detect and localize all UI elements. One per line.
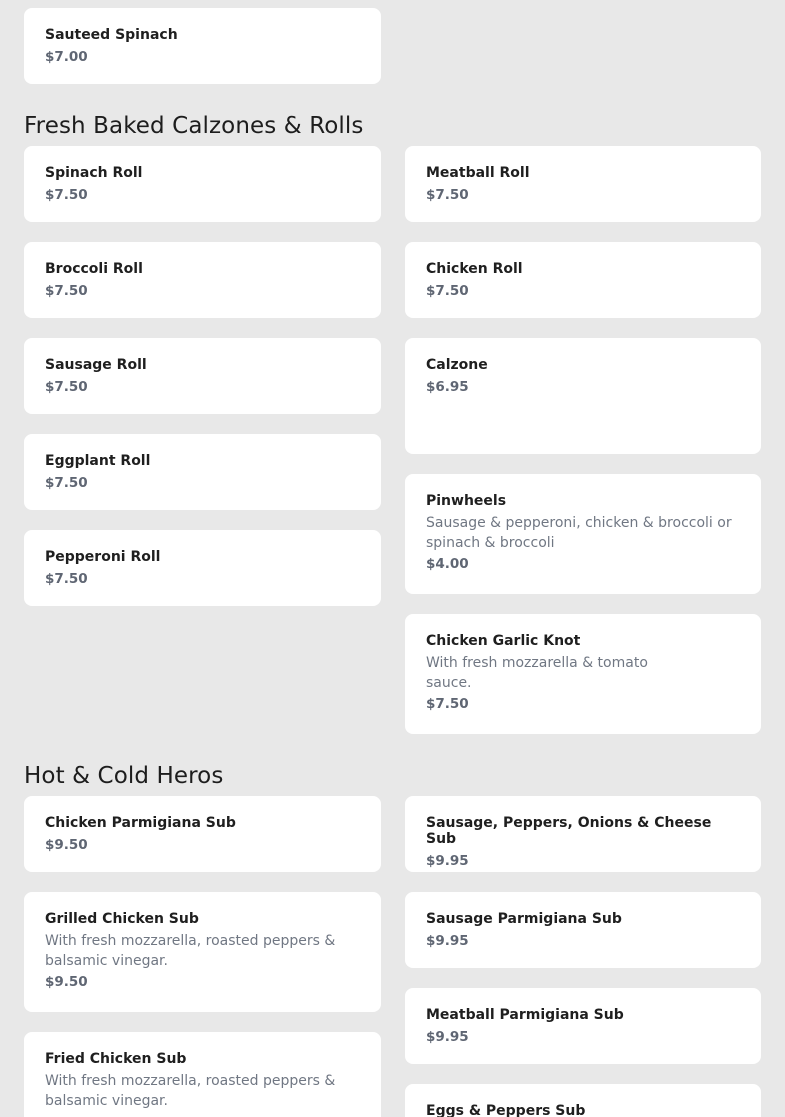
item-price: $9.50 <box>45 837 88 853</box>
item-price: $7.50 <box>45 379 88 395</box>
item-name: Chicken Garlic Knot <box>426 633 581 649</box>
item-description <box>45 931 360 971</box>
item-name: Eggplant Roll <box>45 453 151 469</box>
item-name: Sauteed Spinach <box>45 27 178 43</box>
item-description-line: spinach & broccoli <box>426 535 555 551</box>
item-name: Sausage, Peppers, Onions & Cheese Sub <box>426 815 712 847</box>
item-description-line: Sausage & pepperoni, chicken & broccoli or <box>426 515 732 531</box>
item-name: Grilled Chicken Sub <box>45 911 199 927</box>
item-price: $7.00 <box>45 49 88 65</box>
menu-item-card[interactable] <box>405 338 761 454</box>
item-price: $7.50 <box>45 283 88 299</box>
item-name: Broccoli Roll <box>45 261 143 277</box>
item-name: Calzone <box>426 357 488 373</box>
item-description <box>426 653 740 693</box>
item-name: Spinach Roll <box>45 165 143 181</box>
menu-item-card[interactable] <box>405 892 761 968</box>
menu-item-card[interactable] <box>405 614 761 734</box>
item-description-line: With fresh mozzarella, roasted peppers & <box>45 933 336 949</box>
item-description-line: With fresh mozzarella, roasted peppers & <box>45 1073 336 1089</box>
item-price: $7.50 <box>45 571 88 587</box>
menu-item-card[interactable] <box>24 434 381 510</box>
item-description-line: balsamic vinegar. <box>45 953 168 969</box>
menu-item-card[interactable] <box>405 1084 761 1117</box>
item-name: Pepperoni Roll <box>45 549 161 565</box>
item-price: $7.50 <box>426 283 469 299</box>
item-price: $9.95 <box>426 853 469 869</box>
menu-item-card[interactable] <box>24 242 381 318</box>
item-price: $7.50 <box>45 187 88 203</box>
item-name: Pinwheels <box>426 493 507 509</box>
item-name: Chicken Roll <box>426 261 523 277</box>
item-description <box>426 513 740 553</box>
item-name: Meatball Roll <box>426 165 530 181</box>
menu-item-card[interactable] <box>24 796 381 872</box>
item-price: $7.50 <box>426 696 469 712</box>
item-description <box>45 1071 360 1111</box>
section-title: Fresh Baked Calzones & Rolls <box>24 113 364 139</box>
item-description-line: With fresh mozzarella & tomato <box>426 655 648 671</box>
menu-item-card[interactable] <box>405 988 761 1064</box>
item-description-line: balsamic vinegar. <box>45 1093 168 1109</box>
menu-item-card[interactable] <box>405 796 761 872</box>
item-description-line: sauce. <box>426 675 472 691</box>
item-price: $7.50 <box>45 475 88 491</box>
menu-item-card[interactable] <box>24 338 381 414</box>
item-name: Eggs & Peppers Sub <box>426 1103 586 1117</box>
item-price: $9.95 <box>426 933 469 949</box>
item-price: $7.50 <box>426 187 469 203</box>
menu-item-card[interactable] <box>24 8 381 84</box>
menu-item-card[interactable] <box>24 146 381 222</box>
menu-item-card[interactable] <box>24 892 381 1012</box>
menu-item-card[interactable] <box>405 146 761 222</box>
menu-item-card[interactable] <box>24 1032 381 1117</box>
section-title: Hot & Cold Heros <box>24 763 224 789</box>
item-price: $4.00 <box>426 556 469 572</box>
item-name: Sausage Parmigiana Sub <box>426 911 622 927</box>
item-price: $6.95 <box>426 379 469 395</box>
item-price: $9.50 <box>45 974 88 990</box>
menu-item-card[interactable] <box>24 530 381 606</box>
item-price: $9.95 <box>426 1029 469 1045</box>
menu-item-card[interactable] <box>405 242 761 318</box>
item-name: Chicken Parmigiana Sub <box>45 815 236 831</box>
menu-item-card[interactable] <box>405 474 761 594</box>
item-name: Meatball Parmigiana Sub <box>426 1007 624 1023</box>
item-name: Fried Chicken Sub <box>45 1051 187 1067</box>
item-name: Sausage Roll <box>45 357 147 373</box>
